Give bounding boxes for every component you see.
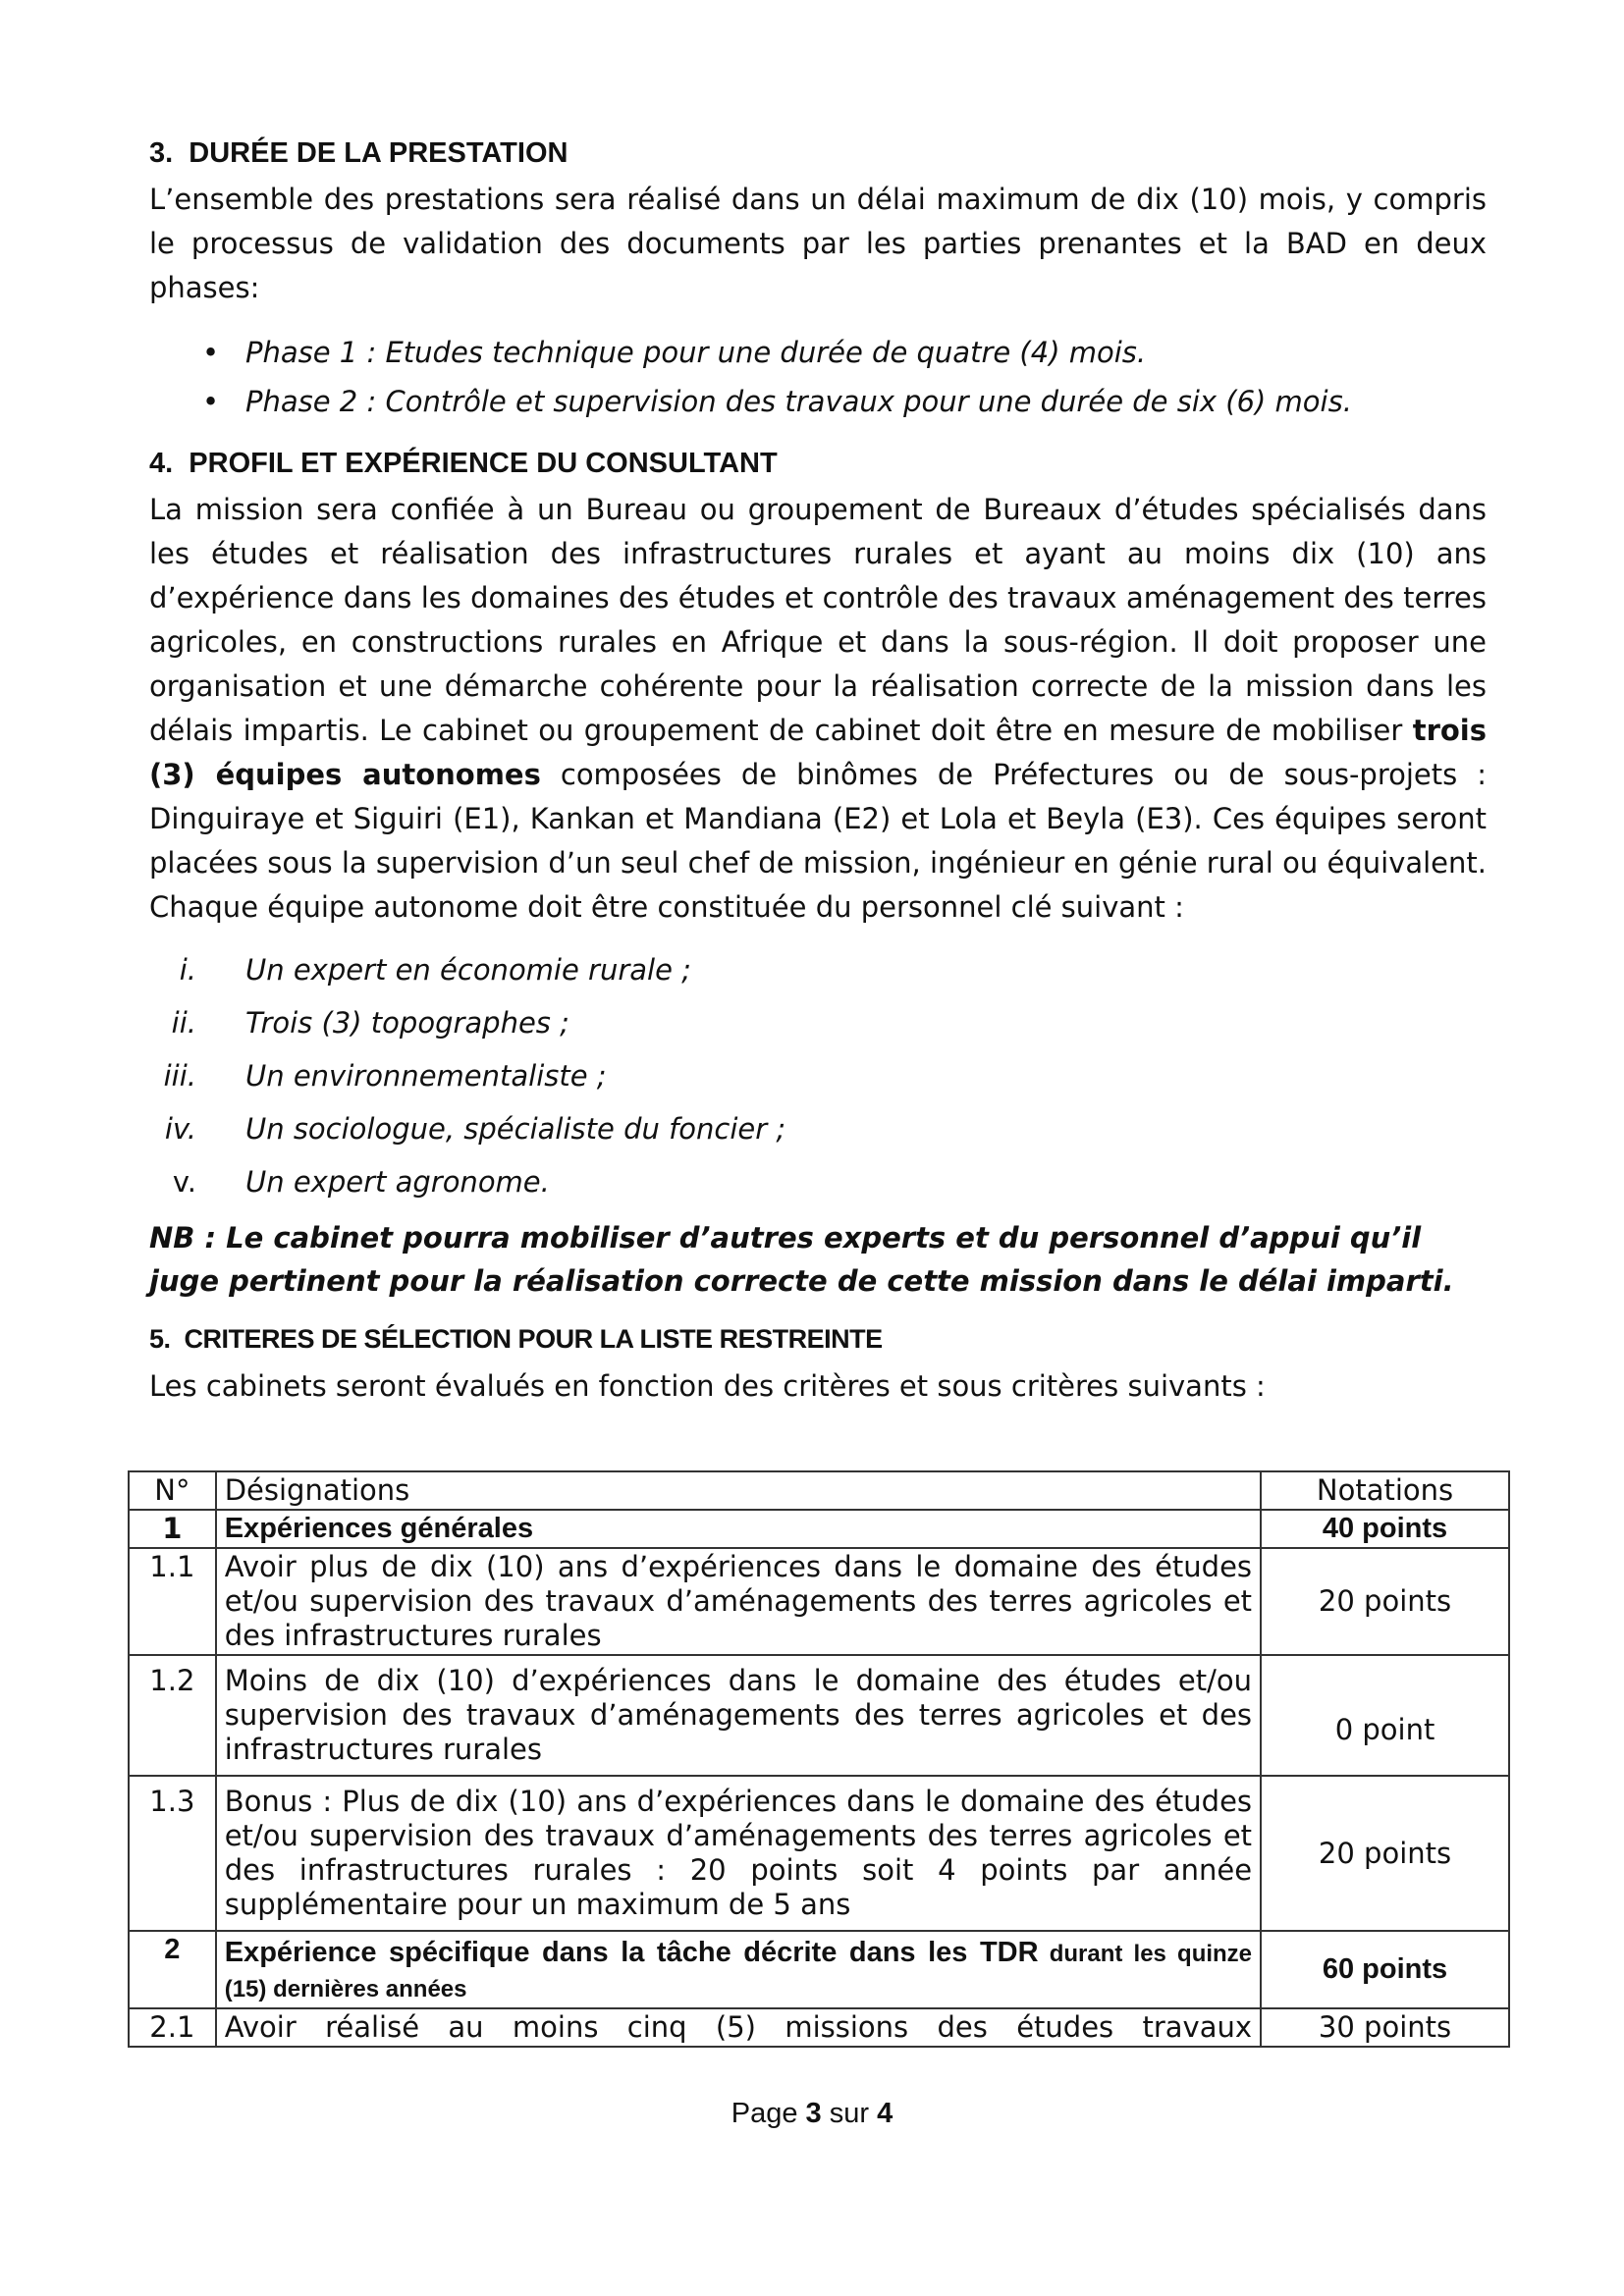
table-row: 2.1 Avoir réalisé au moins cinq (5) missions des études travaux 30 points (129, 2008, 1509, 2047)
section-4-title: 4. PROFIL ET EXPÉRIENCE DU CONSULTANT (149, 448, 778, 479)
section-5-intro: Les cabinets seront évalués en fonction des critères et sous critères suivants : (149, 1369, 1266, 1403)
table-row: 2 Expérience spécifique dans la tâche décrite dans les TDR durant les quinze (15) dernières années 60 points (129, 1931, 1509, 2008)
section-3-paragraph: L’ensemble des prestations sera réalisé dans un délai maximum de dix (10) mois, y compris le processus de validation des documents par les parties prenantes et la BAD en deux phases: (149, 183, 1487, 304)
table-header-row (129, 1471, 1509, 1510)
table-row: 1.1 Avoir plus de dix (10) ans d’expériences dans le domaine des études et/ou supervision des travaux d’aménagements des terres agricoles et des infrastructures rurales 20 points (129, 1548, 1509, 1655)
document-page (149, 137, 1487, 1409)
list-item: v. Un expert agronome. (172, 1165, 550, 1199)
current-page: 3 (805, 2098, 822, 2129)
list-item: i. Un expert en économie rurale ; (179, 953, 691, 987)
list-item: iv. Un sociologue, spécialiste du foncier ; (164, 1112, 786, 1146)
header-number: N° (129, 1471, 216, 1510)
list-item: iii. Un environnementaliste ; (163, 1059, 607, 1093)
key-staff-list (149, 943, 1487, 1208)
total-pages: 4 (877, 2098, 893, 2129)
list-item: • Phase 1 : Etudes technique pour une durée de quatre (4) mois. (149, 328, 1487, 377)
header-notation: Notations (1261, 1471, 1509, 1510)
teams-emphasis: trois (3) équipes autonomes (149, 714, 1487, 791)
table-row: 1.3 Bonus : Plus de dix (10) ans d’expériences dans le domaine des études et/ou supervision des travaux d’aménagements des terres agricoles et des infrastructures rurales : 20 points soit 4 points par année supplémentaire pour un maximum de 5 ans 20 points (129, 1776, 1509, 1931)
list-item: ii. Trois (3) topographes ; (171, 1006, 569, 1040)
criteria-table (128, 1470, 1510, 2048)
page-footer: Page 3 sur 4 (731, 2098, 893, 2129)
table-row: 1.2 Moins de dix (10) d’expériences dans le domaine des études et/ou supervision des travaux d’aménagements des terres agricoles et des infrastructures rurales 0 point (129, 1655, 1509, 1776)
nb-note: NB : Le cabinet pourra mobiliser d’autres experts et du personnel d’appui qu’il juge pertinent pour la réalisation correcte de cette mission dans le délai imparti. (149, 1221, 1454, 1298)
bullet-icon: • (202, 336, 220, 369)
bullet-icon: • (202, 385, 220, 418)
section-5-title: 5. CRITERES DE SÉLECTION POUR LA LISTE RESTREINTE (149, 1324, 883, 1354)
section-4-paragraph: La mission sera confiée à un Bureau ou groupement de Bureaux d’études spécialisés dans les études et réalisation des infrastructures rurales et ayant au moins dix (10) ans d’expérience dans les domaines des études et contrôle des travaux aménagement des terres agricoles, en constructions rurales en Afrique et dans la sous-région. Il doit proposer une organisation et une démarche cohérente pour la réalisation correcte de la mission dans les délais impartis. Le cabinet ou groupement de cabinet doit être en mesure de mobiliser trois (3) équipes autonomes composées de binômes de Préfectures ou de sous-projets : Dinguiraye et Siguiri (E1), Kankan et Mandiana (E2) et Lola et Beyla (E3). Ces équipes seront placées sous la supervision d’un seul chef de mission, ingénieur en génie rural ou équivalent. Chaque équipe autonome doit être constituée du personnel clé suivant : (149, 493, 1487, 924)
header-designation: Désignations (216, 1471, 1261, 1510)
list-item: • Phase 2 : Contrôle et supervision des travaux pour une durée de six (6) mois. (149, 377, 1487, 426)
table-row: 1 Expériences générales 40 points (129, 1510, 1509, 1548)
section-3-title: 3. DURÉE DE LA PRESTATION (149, 137, 568, 169)
phase-list (149, 328, 1487, 426)
